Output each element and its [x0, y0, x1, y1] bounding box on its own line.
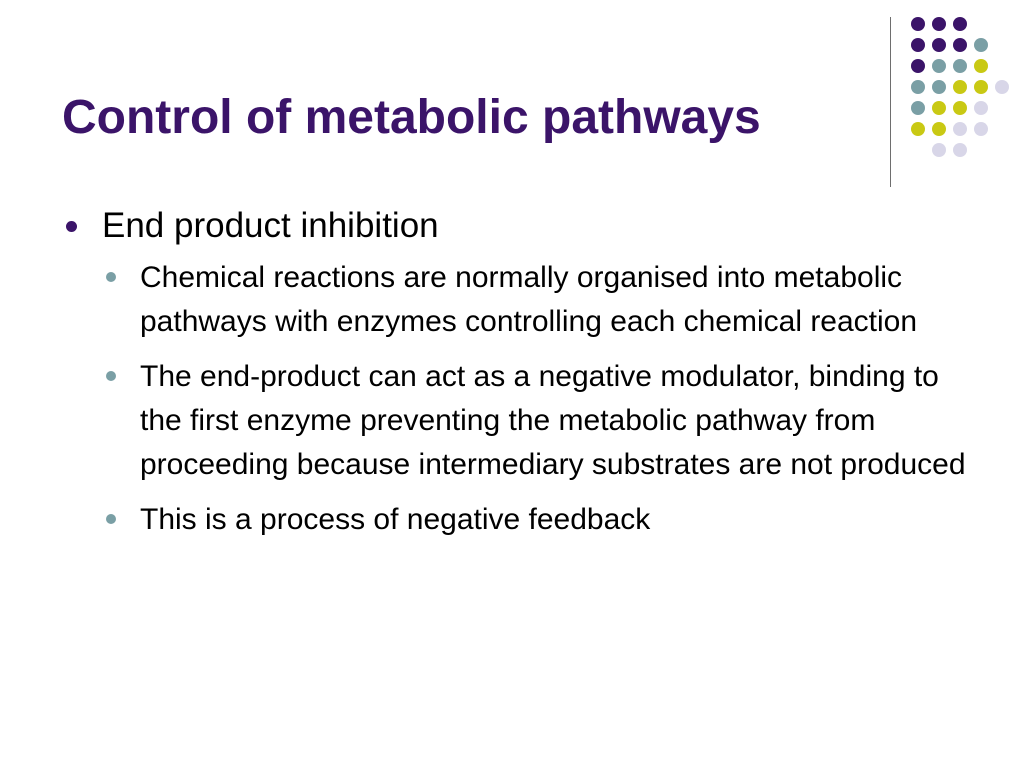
- decorative-dot: [911, 80, 925, 94]
- decorative-dot: [932, 101, 946, 115]
- sub-bullet-list: [62, 256, 982, 542]
- decorative-dot: [974, 80, 988, 94]
- decorative-dot: [932, 38, 946, 52]
- sub-bullet-text: Chemical reactions are normally organised into metabolic pathways with enzymes controlling each chemical reaction: [140, 261, 918, 338]
- bullet-icon: [66, 221, 77, 232]
- decorative-dot: [932, 80, 946, 94]
- decorative-dot: [932, 17, 946, 31]
- decorative-dot: [974, 38, 988, 52]
- sub-bullet-icon: [106, 514, 116, 524]
- decorative-dot: [911, 59, 925, 73]
- bullet-text: End product inhibition: [102, 206, 439, 245]
- decorative-dot: [953, 143, 967, 157]
- list-item-end-product-inhibition: [62, 200, 982, 252]
- decorative-dot: [932, 122, 946, 136]
- decorative-dot: [953, 122, 967, 136]
- title-divider-line: [890, 17, 891, 187]
- slide-title: Control of metabolic pathways: [62, 91, 761, 144]
- decorative-dot: [911, 17, 925, 31]
- decorative-dot: [953, 101, 967, 115]
- sub-bullet-text: This is a process of negative feedback: [140, 503, 651, 536]
- list-item-negative-modulator: [62, 355, 982, 487]
- decorative-dot: [953, 17, 967, 31]
- decorative-dot: [953, 38, 967, 52]
- decorative-dot: [932, 143, 946, 157]
- decorative-dot: [974, 122, 988, 136]
- decorative-dot: [995, 80, 1009, 94]
- list-item-negative-feedback: [62, 498, 982, 542]
- bullet-list: [62, 200, 982, 553]
- sub-bullet-icon: [106, 371, 116, 381]
- sub-bullet-text: The end-product can act as a negative modulator, binding to the first enzyme preventing the metabolic pathway from proceeding because intermediary substrates are not produced: [140, 360, 966, 481]
- decorative-dot: [953, 59, 967, 73]
- sub-list-container: [62, 256, 982, 542]
- sub-bullet-icon: [106, 272, 116, 282]
- decorative-dot: [974, 59, 988, 73]
- list-item-chemical-reactions: [62, 256, 982, 344]
- decorative-dot: [911, 101, 925, 115]
- decorative-dot: [932, 59, 946, 73]
- decorative-dot: [911, 122, 925, 136]
- decorative-dot: [953, 80, 967, 94]
- decorative-dot: [911, 38, 925, 52]
- decorative-dot: [974, 101, 988, 115]
